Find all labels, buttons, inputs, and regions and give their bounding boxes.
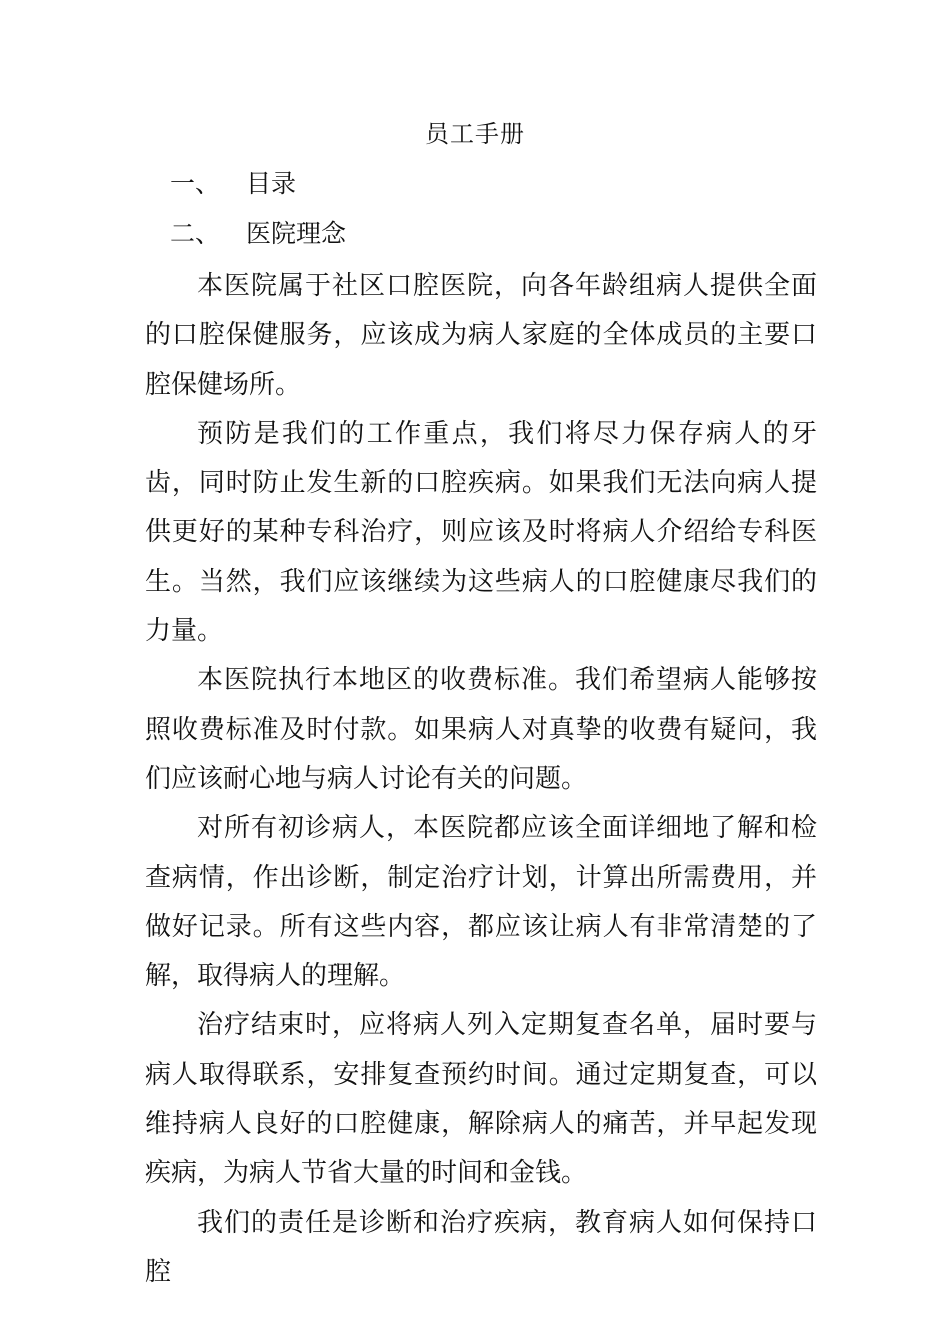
paragraph: 本医院执行本地区的收费标准。我们希望病人能够按照收费标准及时付款。如果病人对真挚的收费有疑问，我们应该耐心地与病人讨论有关的问题。	[145, 665, 817, 794]
section-heading-philosophy	[170, 214, 346, 254]
heading-text: 目录	[246, 169, 297, 198]
paragraph: 治疗结束时，应将病人列入定期复查名单，届时要与病人取得联系，安排复查预约时间。通过定期复查，可以维持病人良好的口腔健康，解除病人的痛苦，并早起发现疾病，为病人节省大量的时间和金钱。	[145, 1010, 817, 1189]
paragraph: 我们的责任是诊断和治疗疾病，教育病人如何保持口腔	[145, 1207, 817, 1287]
heading-number: 二、	[170, 219, 221, 248]
paragraph: 本医院属于社区口腔医院，向各年龄组病人提供全面的口腔保健服务，应该成为病人家庭的全体成员的主要口腔保健场所。	[145, 271, 817, 400]
paragraph: 对所有初诊病人，本医院都应该全面详细地了解和检查病情，作出诊断，制定治疗计划，计算出所需费用，并做好记录。所有这些内容，都应该让病人有非常清楚的了解，取得病人的理解。	[145, 813, 817, 992]
document-title: 员工手册	[425, 120, 525, 148]
paragraph: 预防是我们的工作重点，我们将尽力保存病人的牙齿，同时防止发生新的口腔疾病。如果我们无法向病人提供更好的某种专科治疗，则应该及时将病人介绍给专科医生。当然，我们应该继续为这些病人的口腔健康尽我们的力量。	[145, 418, 817, 647]
heading-number: 一、	[170, 169, 221, 198]
document-body	[145, 262, 817, 1297]
heading-text: 医院理念	[246, 219, 347, 248]
section-heading-contents	[170, 164, 296, 204]
